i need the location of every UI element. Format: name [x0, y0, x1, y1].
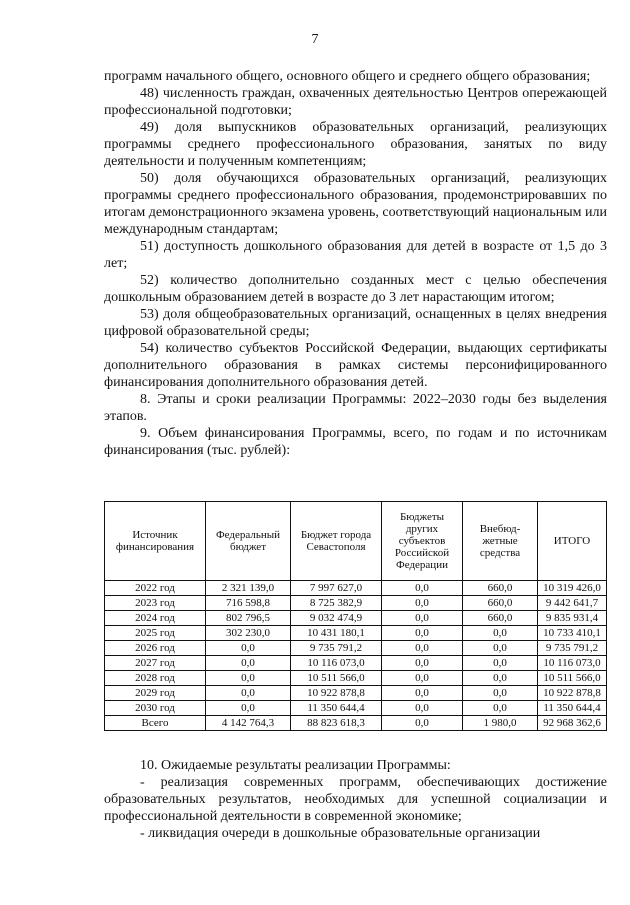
table-cell: 0,0: [382, 716, 463, 731]
table-row: [105, 596, 607, 611]
table-cell: 716 598,8: [206, 596, 291, 611]
table-cell: 10 922 878,8: [291, 686, 382, 701]
table-cell: 9 032 474,9: [291, 611, 382, 626]
body-text-bottom: [104, 757, 607, 842]
table-cell: 0,0: [206, 641, 291, 656]
column-header: Внебюд-жетные средства: [463, 502, 538, 581]
table-cell: 0,0: [382, 596, 463, 611]
table-total-row: [105, 716, 607, 731]
table-cell: 802 796,5: [206, 611, 291, 626]
table-cell: 0,0: [206, 701, 291, 716]
table-cell: 8 725 382,9: [291, 596, 382, 611]
table-cell: 660,0: [463, 611, 538, 626]
table-header-row: [105, 502, 607, 581]
table-cell: 0,0: [382, 581, 463, 596]
table-cell: 2028 год: [105, 671, 206, 686]
table-cell: 0,0: [463, 701, 538, 716]
table-cell: 0,0: [463, 671, 538, 686]
table-row: [105, 581, 607, 596]
table-cell: 0,0: [206, 671, 291, 686]
table-cell: 10 511 566,0: [291, 671, 382, 686]
table-cell: 2 321 139,0: [206, 581, 291, 596]
table-row: [105, 641, 607, 656]
paragraph: 53) доля общеобразовательных организаций, оснащенных в целях внедрения цифровой образовательной среды;: [104, 307, 607, 339]
table-body: [105, 581, 607, 731]
table-cell: 0,0: [206, 656, 291, 671]
paragraph: программ начального общего, основного общего и среднего общего образования;: [104, 69, 591, 84]
table-cell: 0,0: [463, 641, 538, 656]
table-cell: 10 116 073,0: [291, 656, 382, 671]
table-cell: 0,0: [382, 626, 463, 641]
table-cell: 0,0: [382, 611, 463, 626]
table-cell: 9 835 931,4: [538, 611, 607, 626]
table-cell: 92 968 362,6: [538, 716, 607, 731]
table-cell: 0,0: [463, 686, 538, 701]
table-cell: 9 735 791,2: [291, 641, 382, 656]
paragraph: 52) количество дополнительно созданных мест с целью обеспечения дошкольным образованием детей в возрасте до 3 лет нарастающим итогом;: [104, 273, 607, 305]
table-cell: 10 116 073,0: [538, 656, 607, 671]
table-cell: 2025 год: [105, 626, 206, 641]
paragraph: 54) количество субъектов Российской Федерации, выдающих сертификаты дополнительного образования в рамках системы персонифицированного финансирования дополнительного образования детей.: [104, 341, 607, 390]
table-cell: 7 997 627,0: [291, 581, 382, 596]
table-cell: 2029 год: [105, 686, 206, 701]
table-cell: 2022 год: [105, 581, 206, 596]
table-cell: 2026 год: [105, 641, 206, 656]
paragraph: 8. Этапы и сроки реализации Программы: 2022–2030 годы без выделения этапов.: [104, 392, 607, 424]
table-cell: 0,0: [382, 641, 463, 656]
table-cell: 9 442 641,7: [538, 596, 607, 611]
table-cell: 10 431 180,1: [291, 626, 382, 641]
table-cell: 0,0: [463, 626, 538, 641]
table-row: [105, 671, 607, 686]
table-cell: 0,0: [382, 701, 463, 716]
table-cell: 10 511 566,0: [538, 671, 607, 686]
table-cell: 0,0: [382, 671, 463, 686]
paragraph: - ликвидация очереди в дошкольные образовательные организации: [140, 826, 541, 841]
paragraph: 10. Ожидаемые результаты реализации Программы:: [140, 758, 451, 773]
table-cell: 660,0: [463, 581, 538, 596]
column-header: ИТОГО: [538, 502, 607, 581]
table-cell: 0,0: [463, 656, 538, 671]
table-cell: 2027 год: [105, 656, 206, 671]
table-row: [105, 656, 607, 671]
table-cell: 660,0: [463, 596, 538, 611]
table-row: [105, 626, 607, 641]
table-cell: 10 733 410,1: [538, 626, 607, 641]
table-cell: 2030 год: [105, 701, 206, 716]
table-cell: 2024 год: [105, 611, 206, 626]
table-cell: 11 350 644,4: [538, 701, 607, 716]
column-header: Бюджет города Севастополя: [291, 502, 382, 581]
table-cell: 88 823 618,3: [291, 716, 382, 731]
table-cell: Всего: [105, 716, 206, 731]
column-header: Источник финансирования: [105, 502, 206, 581]
paragraph: 50) доля обучающихся образовательных организаций, реализующих программы среднего профессионального образования, продемонстрировавших по итогам демонстрационного экзамена уровень, соответствующий национальным или международным стандартам;: [104, 171, 607, 237]
table-row: [105, 611, 607, 626]
paragraph: 9. Объем финансирования Программы, всего, по годам и по источникам финансирования (тыс. рублей):: [104, 426, 607, 458]
table-cell: 11 350 644,4: [291, 701, 382, 716]
table-cell: 1 980,0: [463, 716, 538, 731]
table-cell: 0,0: [206, 686, 291, 701]
table-cell: 10 319 426,0: [538, 581, 607, 596]
table-cell: 0,0: [382, 656, 463, 671]
page-number: 7: [311, 32, 319, 47]
column-header: Бюджеты других субъектов Российской Федерации: [382, 502, 463, 581]
paragraph: 48) численность граждан, охваченных деятельностью Центров опережающей профессиональной подготовки;: [104, 86, 607, 118]
financing-table: [104, 501, 607, 731]
table-cell: 302 230,0: [206, 626, 291, 641]
table-cell: 0,0: [382, 686, 463, 701]
table-cell: 4 142 764,3: [206, 716, 291, 731]
table-row: [105, 686, 607, 701]
paragraph: 49) доля выпускников образовательных организаций, реализующих программы среднего профессионального образования, занятых по виду деятельности и полученным компетенциям;: [104, 120, 607, 169]
table-cell: 9 735 791,2: [538, 641, 607, 656]
body-text-top: [104, 68, 607, 459]
paragraph: 51) доступность дошкольного образования для детей в возрасте от 1,5 до 3 лет;: [104, 239, 607, 271]
table-cell: 10 922 878,8: [538, 686, 607, 701]
paragraph: - реализация современных программ, обеспечивающих достижение образовательных результатов, необходимых для успешной социализации и профессиональной деятельности в современной экономике;: [104, 775, 607, 824]
table-row: [105, 701, 607, 716]
table-cell: 2023 год: [105, 596, 206, 611]
column-header: Федеральный бюджет: [206, 502, 291, 581]
